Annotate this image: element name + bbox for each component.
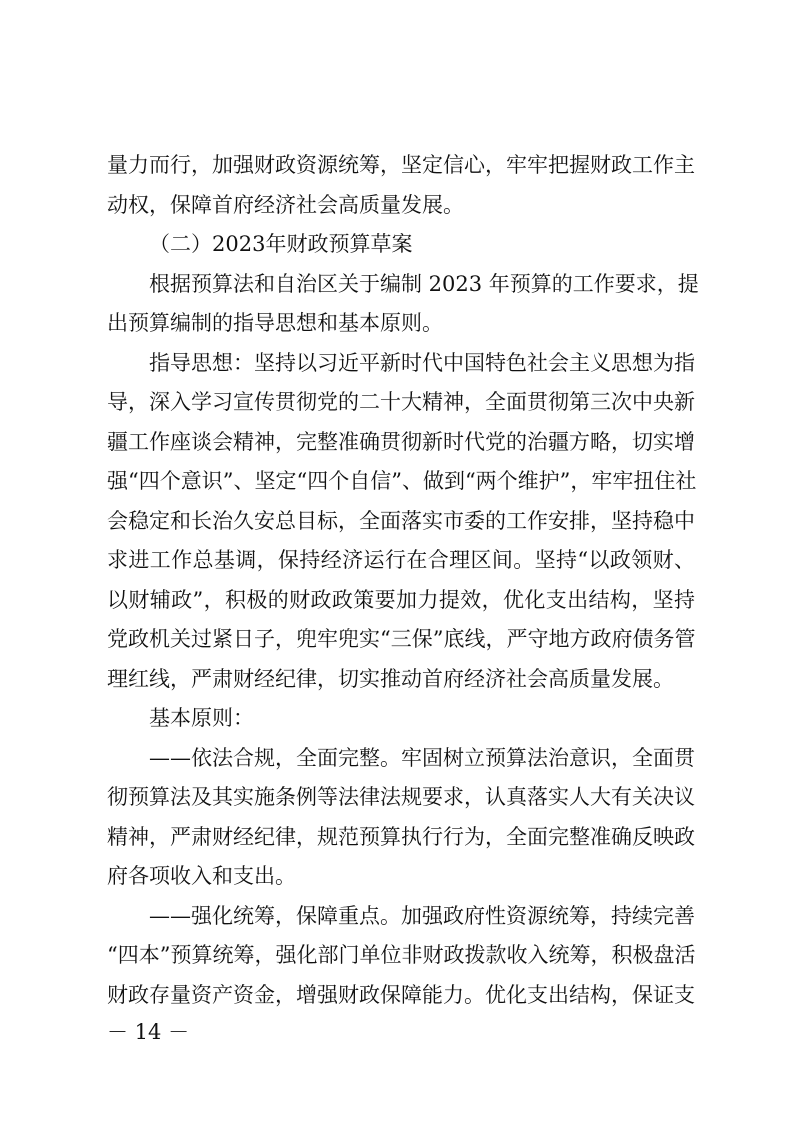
body-line: 求进工作总基调，保持经济运行在合理区间。坚持“以政领财、	[107, 548, 695, 572]
body-line: 指导思想：坚持以习近平新时代中国特色社会主义思想为指	[149, 351, 695, 375]
section-heading: （二）2023年财政预算草案	[149, 232, 413, 256]
body-line: “四本”预算统筹，强化部门单位非财政拨款收入统筹，积极盘活	[107, 943, 696, 967]
body-line: ——强化统筹，保障重点。加强政府性资源统筹，持续完善	[149, 904, 695, 928]
body-line: 疆工作座谈会精神，完整准确贯彻新时代党的治疆方略，切实增	[107, 430, 695, 454]
body-line: 导，深入学习宣传贯彻党的二十大精神，全面贯彻第三次中央新	[107, 390, 695, 414]
body-line: 动权，保障首府经济社会高质量发展。	[107, 193, 464, 217]
body-line: ——依法合规，全面完整。牢固树立预算法治意识，全面贯	[149, 746, 695, 770]
page-number: － 14 －	[107, 1020, 190, 1044]
body-line: 彻预算法及其实施条例等法律法规要求，认真落实人大有关决议	[107, 785, 695, 809]
body-line: 根据预算法和自治区关于编制 2023 年预算的工作要求，提	[149, 272, 699, 296]
body-line: 党政机关过紧日子，兜牢兜实“三保”底线，严守地方政府债务管	[107, 627, 696, 651]
body-line: 以财辅政”，积极的财政政策要加力提效，优化支出结构，坚持	[107, 588, 695, 612]
body-line: 府各项收入和支出。	[107, 864, 296, 888]
body-line: 财政存量资产资金，增强财政保障能力。优化支出结构，保证支	[107, 983, 695, 1007]
body-line: 强“四个意识”、坚定“四个自信”、做到“两个维护”，牢牢扭住社	[107, 469, 697, 493]
body-line: 出预算编制的指导思想和基本原则。	[107, 311, 443, 335]
body-line: 会稳定和长治久安总目标，全面落实市委的工作安排，坚持稳中	[107, 509, 695, 533]
body-line: 精神，严肃财经纪律，规范预算执行行为，全面完整准确反映政	[107, 825, 695, 849]
body-line: 基本原则：	[149, 706, 254, 730]
body-line: 理红线，严肃财经纪律，切实推动首府经济社会高质量发展。	[107, 667, 674, 691]
body-line: 量力而行，加强财政资源统筹，坚定信心，牢牢把握财政工作主	[107, 153, 695, 177]
